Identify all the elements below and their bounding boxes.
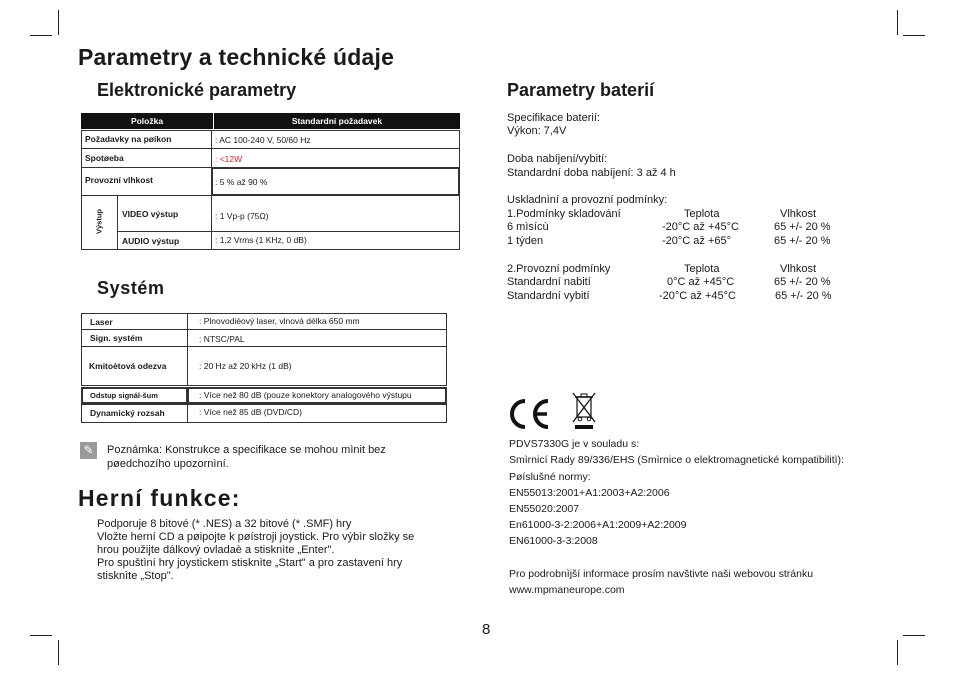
- row-label: AUDIO výstup: [122, 236, 180, 246]
- col-standard-header: Standardní požadavek: [214, 113, 460, 129]
- operation-row-c1: Standardní nabití: [507, 276, 591, 288]
- page-title: Parametry a technické údaje: [78, 44, 395, 70]
- note-line-1: Poznámka: Konstrukce a specifikace se mohou mìnit bez: [107, 444, 386, 456]
- operation-header-c3: Vlhkost: [780, 263, 817, 275]
- compliance-line: Smìrnicí Rady 89/336/EHS (Smìrnice o elektromagnetické kompatibilitì):: [509, 454, 844, 466]
- row-label: Požadavky na pøíkon: [85, 134, 172, 144]
- operation-row-c1: Standardní vybití: [507, 290, 590, 302]
- operation-header-c1: 2.Provozní podmínky: [507, 263, 611, 275]
- operation-row-c2: 0°C až +45°C: [667, 276, 735, 288]
- note-icon: ✎: [80, 442, 97, 459]
- battery-spec-label: Specifikace baterií:: [507, 112, 600, 124]
- storage-row-c2: -20°C až +65°: [662, 235, 732, 247]
- crop-mark: [897, 640, 898, 665]
- storage-header-c2: Teplota: [684, 208, 720, 220]
- row-value: : 5 % až 90 %: [215, 177, 268, 187]
- system-table: [81, 313, 447, 423]
- row-value: : Více než 85 dB (DVD/CD): [199, 407, 302, 417]
- row-label: Laser: [90, 317, 113, 327]
- compliance-website[interactable]: www.mpmaneurope.com: [509, 584, 625, 596]
- battery-charge-value: Standardní doba nabíjení: 3 až 4 h: [507, 167, 676, 179]
- row-value: : AC 100-240 V, 50/60 Hz: [215, 135, 311, 145]
- row-value: : Plnovodièový laser, vlnová délka 650 mm: [199, 316, 360, 326]
- col-item-header: Položka: [81, 113, 213, 129]
- battery-charge-label: Doba nabíjení/vybití:: [507, 153, 608, 165]
- compliance-info: Pro podrobnìjší informace prosím navštivte naši webovou stránku: [509, 568, 814, 580]
- games-line: Vložte herní CD a pøipojte k pøístroji joystick. Pro výbìr složky se: [97, 531, 415, 543]
- electronic-parameters-table: [81, 113, 460, 250]
- compliance-line: EN55020:2007: [509, 503, 580, 515]
- games-line: stisknìte „Stop".: [97, 570, 174, 582]
- row-value: : NTSC/PAL: [199, 334, 245, 344]
- compliance-line: EN61000-3-3:2008: [509, 535, 598, 547]
- battery-heading: Parametry baterií: [507, 80, 655, 100]
- crop-mark: [58, 640, 59, 665]
- storage-row-c3: 65 +/- 20 %: [774, 221, 831, 233]
- storage-header-c1: 1.Podmínky skladování: [507, 208, 621, 220]
- ce-mark-icon: [506, 398, 552, 430]
- compliance-line: EN55013:2001+A1:2003+A2:2006: [509, 487, 670, 499]
- crop-mark: [58, 10, 59, 35]
- row-value: : <12W: [215, 154, 243, 164]
- storage-row-c1: 1 týden: [507, 235, 544, 247]
- row-value: : 20 Hz až 20 kHz (1 dB): [199, 361, 292, 371]
- operation-row-c2: -20°C až +45°C: [659, 290, 736, 302]
- battery-power: Výkon: 7,4V: [507, 125, 567, 137]
- crop-mark: [30, 35, 52, 36]
- compliance-line: En61000-3-2:2006+A1:2009+A2:2009: [509, 519, 687, 531]
- storage-row-c3: 65 +/- 20 %: [774, 235, 831, 247]
- crop-mark: [30, 635, 52, 636]
- weee-bin-icon: [572, 392, 596, 430]
- row-label: Sign. systém: [90, 333, 143, 343]
- row-label: Odstup signál-šum: [90, 391, 158, 400]
- crop-mark: [903, 635, 925, 636]
- crop-mark: [903, 35, 925, 36]
- operation-row-c3: 65 +/- 20 %: [775, 290, 832, 302]
- row-value: : 1 Vp-p (75Ω): [215, 211, 269, 221]
- compliance-line: PDVS7330G je v souladu s:: [509, 438, 640, 450]
- crop-mark: [897, 10, 898, 35]
- system-heading: Systém: [97, 278, 165, 298]
- note-line-2: pøedchozího upozornìní.: [107, 458, 229, 470]
- games-line: Pro spuštìní hry joystickem stisknìte „Start" a pro zastavení hry: [97, 557, 403, 569]
- games-line: Podporuje 8 bitové (* .NES) a 32 bitové (* .SMF) hry: [97, 518, 352, 530]
- operation-header-c2: Teplota: [684, 263, 720, 275]
- operation-row-c3: 65 +/- 20 %: [774, 276, 831, 288]
- row-value: : 1,2 Vrms (1 KHz, 0 dB): [215, 235, 307, 245]
- games-line: hrou použijte dálkový ovladaè a stisknìte „Enter".: [97, 544, 335, 556]
- battery-storage-label: Uskladnìní a provozní podmínky:: [507, 194, 668, 206]
- electronic-heading: Elektronické parametry: [97, 80, 297, 100]
- storage-row-c1: 6 mìsícù: [507, 221, 549, 233]
- page-number: 8: [482, 621, 491, 638]
- row-label: Spotøeba: [85, 153, 124, 163]
- row-label: Provozní vlhkost: [85, 175, 154, 185]
- storage-header-c3: Vlhkost: [780, 208, 817, 220]
- row-label: VIDEO výstup: [122, 209, 179, 219]
- row-value: : Více než 80 dB (pouze konektory analogového výstupu: [199, 390, 412, 400]
- row-label: Kmitoètová odezva: [89, 361, 167, 371]
- row-label: Dynamický rozsah: [90, 408, 165, 418]
- compliance-line: Pøíslušné normy:: [509, 471, 591, 483]
- table-row: [211, 148, 460, 168]
- games-heading: Herní funkce:: [78, 485, 241, 511]
- storage-row-c2: -20°C až +45°C: [662, 221, 739, 233]
- output-group-label: Výstup: [94, 209, 104, 235]
